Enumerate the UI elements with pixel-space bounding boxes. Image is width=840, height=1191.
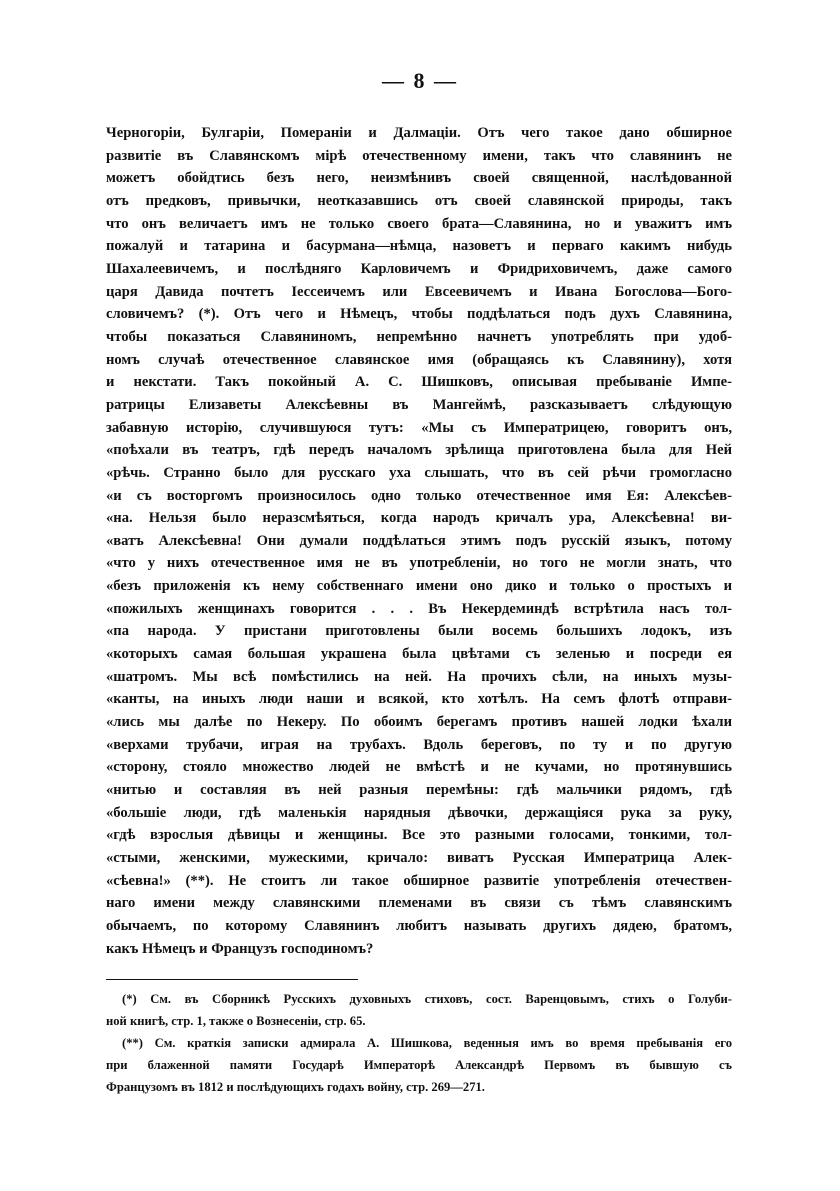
text-line: словичемъ? (*). Отъ чего и Нѣмецъ, чтобы поддѣлаться подъ духъ Славянина, [106,306,732,323]
footnote-line: Французомъ въ 1812 и послѣдующихъ годахъ войну, стр. 269—271. [106,1080,485,1094]
main-text [106,122,732,960]
text-line: «на. Нельзя было неразсмѣяться, когда народъ кричалъ ура, Алексѣевна! ви- [106,510,732,527]
footnotes [106,988,732,1098]
footnote-line: (**) См. краткія записки адмирала А. Шишкова, веденныя имъ во время пребыванія его [122,1036,732,1050]
text-line: «гдѣ взрослыя дѣвицы и женщины. Все это разными голосами, тонкими, тол- [106,827,732,844]
text-line: «поѣхали въ театръ, гдѣ передъ началомъ зрѣлища приготовлена была для Ней [106,442,732,459]
text-line: что онъ величаетъ имъ не только своего брата—Славянина, но и уважитъ имъ [106,215,732,232]
text-line: «сѣевна!» (**). Не стоитъ ли такое обширное развитіе употребленія отечествен- [106,872,732,889]
text-line: «нитью и составляя въ ней разныя перемѣны: гдѣ мальчики рядомъ, гдѣ [106,782,732,799]
text-line: «канты, на иныхъ люди наши и всякой, кто хотѣлъ. На семъ флотѣ отправи- [106,691,732,708]
text-line: «верхами трубачи, играя на трубахъ. Вдоль береговъ, по ту и по другую [106,736,732,753]
footnote-line: ной книгѣ, стр. 1, также о Вознесеніи, стр. 65. [106,1014,366,1028]
footnote-separator [106,979,358,980]
text-line: «рѣчь. Странно было для русскаго уха слышать, что въ сей рѣчи громогласно [106,464,732,481]
footnote-line: (*) См. въ Сборникѣ Русскихъ духовныхъ стиховъ, сост. Варенцовымъ, стихъ о Голуби- [122,992,732,1006]
text-line: «сторону, стояло множество людей не вмѣстѣ и не кучами, но протянувшись [106,759,732,776]
text-line: «пожилыхъ женщинахъ говорится . . . Въ Некердеминдѣ встрѣтила насъ тол- [106,600,732,617]
text-line: «большіе люди, гдѣ маленькія нарядныя дѣвочки, держащіяся рука за руку, [106,804,732,821]
text-line: «которыхъ самая большая украшена была цвѣтами съ зеленью и посреди ея [106,646,732,663]
text-line: чтобы показаться Славяниномъ, непремѣнно начнетъ употреблять при удоб- [106,328,732,345]
text-line: «и съ восторгомъ произносилось одно только отечественное имя Ея: Алексѣев- [106,487,732,504]
text-line: «стыми, женскими, мужескими, кричало: виватъ Русская Императрица Алек- [106,850,732,866]
text-line: номъ случаѣ отечественное славянское имя (обращаясь къ Славянину), хотя [106,351,732,368]
text-line: какъ Нѣмецъ и Французъ господиномъ? [106,940,374,957]
text-line: Черногоріи, Булгаріи, Помераніи и Далмаціи. Отъ чего такое дано обширное [106,125,732,141]
text-line: отъ предковъ, привычки, неотказавшись отъ своей славянской природы, такъ [106,192,732,209]
footnote-line: при блаженной памяти Государѣ Императорѣ Александрѣ Первомъ въ бывшую съ [106,1058,732,1072]
text-line: царя Давида почтетъ Іессеичемъ или Евсеевичемъ и Ивана Богослова—Бого- [106,283,732,300]
page-number: — 8 — [382,68,458,93]
text-line: обычаемъ, по которому Славянинъ любитъ называть другихъ дядею, братомъ, [106,917,732,934]
text-line: «ватъ Алексѣевна! Они думали поддѣлаться этимъ подъ русскій языкъ, потому [106,532,732,549]
text-line: «лись мы далѣе по Некеру. По обоимъ берегамъ противъ нашей лодки ѣхали [106,714,732,731]
text-line: наго имени между славянскими племенами въ связи съ тѣмъ славянскимъ [106,895,732,912]
text-line: «что у нихъ отечественное имя не въ употребленіи, но того не могли знать, что [106,555,732,572]
text-line: «безъ приложенія къ нему собственнаго имени оно дико и только о простыхъ и [106,578,732,595]
text-line: развитіе въ Славянскомъ мірѣ отечественному имени, такъ что славянинъ не [106,147,732,164]
text-line: «шатромъ. Мы всѣ помѣстились на ней. На прочихъ сѣли, на иныхъ музы- [106,668,732,685]
text-line: Шахалеевичемъ, и послѣдняго Карловичемъ и Фридриховичемъ, даже самого [106,260,732,277]
text-line: ратрицы Елизаветы Алексѣевны въ Мангеймѣ, разсказываетъ слѣдующую [106,396,732,413]
text-line: и некстати. Такъ покойный А. С. Шишковъ, описывая пребываніе Импе- [106,374,732,391]
text-line: «па народа. У пристани приготовлены были восемь большихъ лодокъ, изъ [106,623,732,640]
text-line: забавную исторію, случившуюся тутъ: «Мы съ Императрицею, говоритъ онъ, [106,419,732,436]
text-line: можетъ обойдтись безъ него, неизмѣнивъ своей священной, наслѣдованной [106,170,732,187]
text-line: пожалуй и татарина и басурмана—нѣмца, назоветъ и перваго какимъ нибудь [106,238,732,255]
